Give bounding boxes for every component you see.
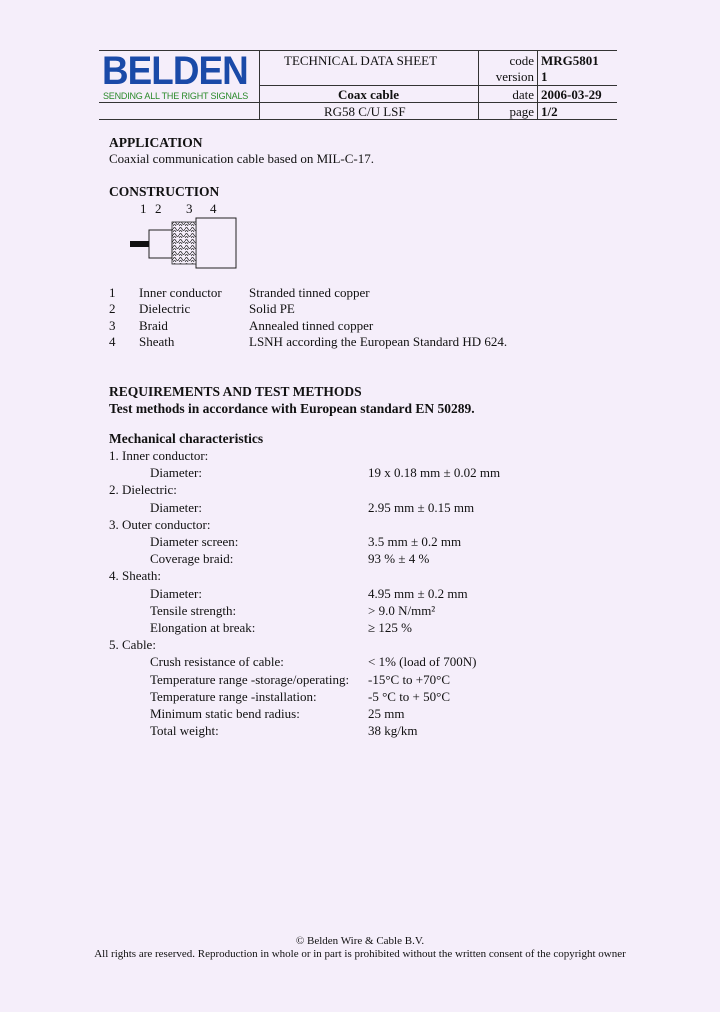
requirement-value: -5 °C to + 50°C [368, 689, 451, 704]
sheath-layer [196, 218, 236, 268]
construction-item-num-2: 2 [109, 301, 116, 316]
logo-tagline: SENDING ALL THE RIGHT SIGNALS [103, 91, 249, 101]
braid-layer [172, 222, 196, 264]
requirement-label: Crush resistance of cable: [150, 654, 284, 669]
requirement-value: 25 mm [368, 706, 405, 721]
requirement-label: Minimum static bend radius: [150, 706, 300, 721]
requirements-heading: REQUIREMENTS AND TEST METHODS [109, 384, 362, 399]
mechanical-heading: Mechanical characteristics [109, 431, 264, 446]
requirement-label: Tensile strength: [150, 603, 237, 618]
diagram-number-1: 1 [140, 201, 147, 216]
requirement-value: 19 x 0.18 mm ± 0.02 mm [368, 465, 501, 480]
field-value-date: 2006-03-29 [541, 87, 602, 102]
application-heading: APPLICATION [109, 135, 203, 150]
requirement-label: Elongation at break: [150, 620, 256, 635]
application-text: Coaxial communication cable based on MIL-C-17. [109, 151, 374, 166]
construction-item-num-3: 3 [109, 318, 116, 333]
construction-item-desc-1: Stranded tinned copper [249, 285, 370, 300]
requirement-label: Temperature range -storage/operating: [150, 672, 350, 687]
field-label-date: date [512, 87, 534, 102]
requirement-label: Diameter: [150, 500, 202, 515]
construction-item-name-1: Inner conductor [139, 285, 222, 300]
requirement-label: Temperature range -installation: [150, 689, 317, 704]
requirement-label: Diameter screen: [150, 534, 239, 549]
requirement-label: 4. Sheath: [109, 568, 161, 583]
footer-rights: All rights are reserved. Reproduction in whole or in part is prohibited without the written consent of the copyright owner [94, 948, 626, 960]
dielectric-layer [149, 230, 172, 258]
product-type: Coax cable [338, 87, 400, 102]
requirement-label: 1. Inner conductor: [109, 448, 209, 463]
construction-heading: CONSTRUCTION [109, 184, 220, 199]
requirement-value: < 1% (load of 700N) [368, 654, 477, 669]
construction-item-desc-3: Annealed tinned copper [249, 318, 374, 333]
requirement-label: Total weight: [150, 723, 219, 738]
diagram-number-2: 2 [155, 201, 162, 216]
field-value-code: MRG5801 [541, 53, 599, 68]
requirement-value: ≥ 125 % [368, 620, 412, 635]
construction-item-name-3: Braid [139, 318, 168, 333]
diagram-number-4: 4 [210, 201, 217, 216]
construction-item-desc-2: Solid PE [249, 301, 295, 316]
diagram-number-3: 3 [186, 201, 193, 216]
footer-copyright: © Belden Wire & Cable B.V. [295, 935, 425, 947]
inner-conductor [130, 241, 149, 247]
logo-text: BELDEN [102, 49, 248, 93]
requirement-value: 2.95 mm ± 0.15 mm [368, 500, 475, 515]
requirement-value: 38 kg/km [368, 723, 418, 738]
construction-item-desc-4: LSNH according the European Standard HD 624. [249, 334, 508, 349]
product-model: RG58 C/U LSF [324, 104, 406, 119]
document-title: TECHNICAL DATA SHEET [284, 53, 438, 68]
requirement-value: 93 % ± 4 % [368, 551, 430, 566]
field-label-version: version [495, 69, 534, 84]
construction-item-num-4: 4 [109, 334, 116, 349]
field-value-version: 1 [541, 69, 548, 84]
cable-cross-section-diagram [125, 214, 240, 272]
requirements-subheading: Test methods in accordance with European standard EN 50289. [109, 401, 475, 416]
construction-item-num-1: 1 [109, 285, 116, 300]
field-label-page: page [509, 104, 534, 119]
requirement-value: 3.5 mm ± 0.2 mm [368, 534, 462, 549]
requirement-value: > 9.0 N/mm² [368, 603, 436, 618]
requirement-label: 3. Outer conductor: [109, 517, 211, 532]
field-value-page: 1/2 [541, 104, 558, 119]
belden-logo [99, 50, 259, 102]
requirement-label: 2. Dielectric: [109, 482, 177, 497]
construction-item-name-4: Sheath [139, 334, 175, 349]
requirement-label: Diameter: [150, 465, 202, 480]
requirement-value: -15°C to +70°C [368, 672, 451, 687]
construction-item-name-2: Dielectric [139, 301, 191, 316]
requirement-value: 4.95 mm ± 0.2 mm [368, 586, 468, 601]
requirement-label: 5. Cable: [109, 637, 156, 652]
requirement-label: Coverage braid: [150, 551, 234, 566]
field-label-code: code [509, 53, 534, 68]
requirement-label: Diameter: [150, 586, 202, 601]
